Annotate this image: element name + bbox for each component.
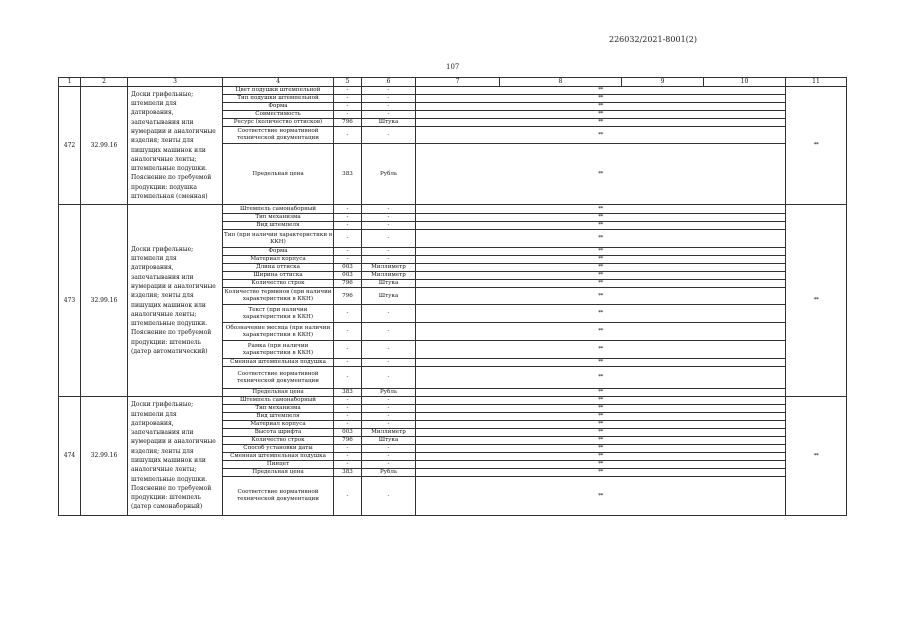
characteristic-value: ** [416, 437, 786, 445]
characteristic-value: ** [416, 272, 786, 280]
okei-code: - [334, 359, 362, 367]
characteristic-name: Высота шрифта [223, 429, 334, 437]
okei-code: - [334, 205, 362, 214]
okei-code: 003 [334, 429, 362, 437]
okei-code: - [334, 397, 362, 405]
characteristic-value: ** [416, 103, 786, 111]
okpd-code: 32.99.16 [81, 87, 128, 205]
characteristic-value: ** [416, 421, 786, 429]
unit-name: - [362, 341, 416, 359]
okei-code: - [334, 445, 362, 453]
characteristic-value: ** [416, 429, 786, 437]
okei-code: 003 [334, 264, 362, 272]
unit-name: - [362, 256, 416, 264]
characteristic-name: Сменная штемпельная подушка [223, 453, 334, 461]
characteristic-value: ** [416, 111, 786, 119]
unit-name: - [362, 111, 416, 119]
characteristic-value: ** [416, 248, 786, 256]
col-header-10: 10 [704, 78, 786, 87]
unit-name: - [362, 103, 416, 111]
unit-name: - [362, 367, 416, 389]
unit-name: Миллиметр [362, 264, 416, 272]
characteristic-value: ** [416, 280, 786, 288]
okei-code: - [334, 323, 362, 341]
okei-code: 003 [334, 272, 362, 280]
characteristic-name: Форма [223, 103, 334, 111]
characteristic-name: Обозначение месяца (при наличии характеристики в ККН) [223, 323, 334, 341]
characteristic-name: Соответствие нормативной технической документации [223, 127, 334, 144]
okei-code: 796 [334, 280, 362, 288]
okei-code: - [334, 453, 362, 461]
characteristic-value: ** [416, 405, 786, 413]
col-header-5: 5 [334, 78, 362, 87]
okpd-code: 32.99.16 [81, 397, 128, 516]
okei-code: - [334, 477, 362, 516]
unit-name: - [362, 222, 416, 230]
unit-name: - [362, 305, 416, 323]
unit-name: - [362, 87, 416, 95]
unit-name: Рубль [362, 389, 416, 397]
okei-code: - [334, 222, 362, 230]
col-header-3: 3 [128, 78, 223, 87]
characteristic-name: Совместимость [223, 111, 334, 119]
characteristic-value: ** [416, 95, 786, 103]
characteristic-value: ** [416, 359, 786, 367]
characteristic-value: ** [416, 144, 786, 205]
characteristic-value: ** [416, 461, 786, 469]
characteristic-value: ** [416, 214, 786, 222]
characteristic-name: Способ установки даты [223, 445, 334, 453]
item-number: 474 [59, 397, 81, 516]
item-description: Доски грифельные; штемпели для датирования, запечатывания или нумерации и аналогичные изделия; ленты для пишущих машинок или аналогичные ленты; штемпельные подушки. Пояснение по требуемой продукции: подушка штемпельная (сменная) [128, 87, 223, 205]
header-row [59, 78, 847, 87]
okpd-code: 32.99.16 [81, 205, 128, 397]
unit-name: - [362, 477, 416, 516]
unit-name: - [362, 359, 416, 367]
unit-name: - [362, 205, 416, 214]
okei-code: - [334, 256, 362, 264]
characteristic-name: Соответствие нормативной технической документации [223, 367, 334, 389]
col-header-8: 8 [500, 78, 622, 87]
item-description: Доски грифельные; штемпели для датирования, запечатывания или нумерации и аналогичные изделия; ленты для пишущих машинок или аналогичные ленты; штемпельные подушки. Пояснение по требуемой продукции: штемпель (датер самонаборный) [128, 397, 223, 516]
characteristic-name: Предельная цена [223, 469, 334, 477]
unit-name: - [362, 405, 416, 413]
column-11-value: ** [786, 205, 847, 397]
characteristic-name: Рамка (при наличии характеристики в ККН) [223, 341, 334, 359]
col-header-1: 1 [59, 78, 81, 87]
characteristic-value: ** [416, 264, 786, 272]
characteristic-value: ** [416, 205, 786, 214]
characteristic-name: Сменная штемпельная подушка [223, 359, 334, 367]
characteristic-value: ** [416, 323, 786, 341]
characteristic-name: Цвет подушки штемпельной [223, 87, 334, 95]
okei-code: 796 [334, 288, 362, 305]
okei-code: - [334, 103, 362, 111]
characteristic-value: ** [416, 119, 786, 127]
characteristic-value: ** [416, 453, 786, 461]
unit-name: Миллиметр [362, 429, 416, 437]
okei-code: - [334, 367, 362, 389]
unit-name: Рубль [362, 144, 416, 205]
okei-code: - [334, 413, 362, 421]
item-number: 473 [59, 205, 81, 397]
okei-code: 796 [334, 437, 362, 445]
okei-code: - [334, 405, 362, 413]
characteristic-name: Длина оттиска [223, 264, 334, 272]
characteristic-name: Штемпель самонаборный [223, 205, 334, 214]
unit-name: - [362, 323, 416, 341]
characteristic-name: Штемпель самонаборный [223, 397, 334, 405]
okei-code: - [334, 95, 362, 103]
document-number: 226032/2021-8001(2) [609, 35, 697, 44]
okei-code: - [334, 230, 362, 248]
characteristic-value: ** [416, 413, 786, 421]
unit-name: - [362, 230, 416, 248]
okei-code: - [334, 127, 362, 144]
characteristic-name: Предельная цена [223, 144, 334, 205]
characteristic-value: ** [416, 288, 786, 305]
characteristic-value: ** [416, 222, 786, 230]
specification-table [58, 77, 847, 516]
unit-name: Рубль [362, 469, 416, 477]
okei-code: 383 [334, 469, 362, 477]
page-number: 107 [446, 63, 460, 71]
unit-name: Штука [362, 119, 416, 127]
unit-name: Штука [362, 288, 416, 305]
okei-code: 383 [334, 144, 362, 205]
characteristic-name: Соответствие нормативной технической документации [223, 477, 334, 516]
okei-code: - [334, 461, 362, 469]
col-header-11: 11 [786, 78, 847, 87]
okei-code: - [334, 341, 362, 359]
item-description: Доски грифельные; штемпели для датирования, запечатывания или нумерации и аналогичные изделия; ленты для пишущих машинок или аналогичные ленты; штемпельные подушки. Пояснение по требуемой продукции: штемпель (датер автоматический) [128, 205, 223, 397]
characteristic-name: Количество строк [223, 280, 334, 288]
col-header-2: 2 [81, 78, 128, 87]
unit-name: Штука [362, 437, 416, 445]
okei-code: - [334, 214, 362, 222]
unit-name: - [362, 95, 416, 103]
unit-name: - [362, 453, 416, 461]
characteristic-name: Вид штемпеля [223, 222, 334, 230]
characteristic-name: Предельная цена [223, 389, 334, 397]
characteristic-name: Количество строк [223, 437, 334, 445]
characteristic-value: ** [416, 341, 786, 359]
okei-code: - [334, 111, 362, 119]
characteristic-value: ** [416, 305, 786, 323]
characteristic-name: Текст (при наличии характеристики в ККН) [223, 305, 334, 323]
okei-code: 383 [334, 389, 362, 397]
unit-name: - [362, 127, 416, 144]
unit-name: Штука [362, 280, 416, 288]
okei-code: - [334, 421, 362, 429]
okei-code: - [334, 248, 362, 256]
characteristic-name: Пинцет [223, 461, 334, 469]
col-header-6: 6 [362, 78, 416, 87]
unit-name: - [362, 248, 416, 256]
column-11-value: ** [786, 397, 847, 516]
characteristic-value: ** [416, 230, 786, 248]
unit-name: - [362, 421, 416, 429]
characteristic-name: Тип подушки штемпельной [223, 95, 334, 103]
column-11-value: ** [786, 87, 847, 205]
characteristic-name: Форма [223, 248, 334, 256]
characteristic-name: Материал корпуса [223, 256, 334, 264]
characteristic-name: Тип механизма [223, 214, 334, 222]
unit-name: - [362, 445, 416, 453]
table-row [59, 205, 847, 214]
unit-name: - [362, 461, 416, 469]
characteristic-value: ** [416, 397, 786, 405]
characteristic-value: ** [416, 367, 786, 389]
characteristic-value: ** [416, 469, 786, 477]
characteristic-value: ** [416, 445, 786, 453]
unit-name: Миллиметр [362, 272, 416, 280]
okei-code: - [334, 305, 362, 323]
unit-name: - [362, 397, 416, 405]
characteristic-value: ** [416, 87, 786, 95]
characteristic-name: Ширина оттиска [223, 272, 334, 280]
col-header-9: 9 [622, 78, 704, 87]
characteristic-name: Количество терминов (при наличии характеристики в ККН) [223, 288, 334, 305]
characteristic-value: ** [416, 477, 786, 516]
characteristic-name: Вид штемпеля [223, 413, 334, 421]
okei-code: 796 [334, 119, 362, 127]
table-row [59, 87, 847, 95]
okei-code: - [334, 87, 362, 95]
unit-name: - [362, 214, 416, 222]
col-header-4: 4 [223, 78, 334, 87]
characteristic-value: ** [416, 389, 786, 397]
unit-name: - [362, 413, 416, 421]
col-header-7: 7 [416, 78, 500, 87]
characteristic-name: Ресурс (количество оттисков) [223, 119, 334, 127]
characteristic-name: Тип механизма [223, 405, 334, 413]
characteristic-value: ** [416, 256, 786, 264]
item-number: 472 [59, 87, 81, 205]
table-row [59, 397, 847, 405]
characteristic-value: ** [416, 127, 786, 144]
characteristic-name: Материал корпуса [223, 421, 334, 429]
characteristic-name: Тип (при наличии характеристики в ККН) [223, 230, 334, 248]
